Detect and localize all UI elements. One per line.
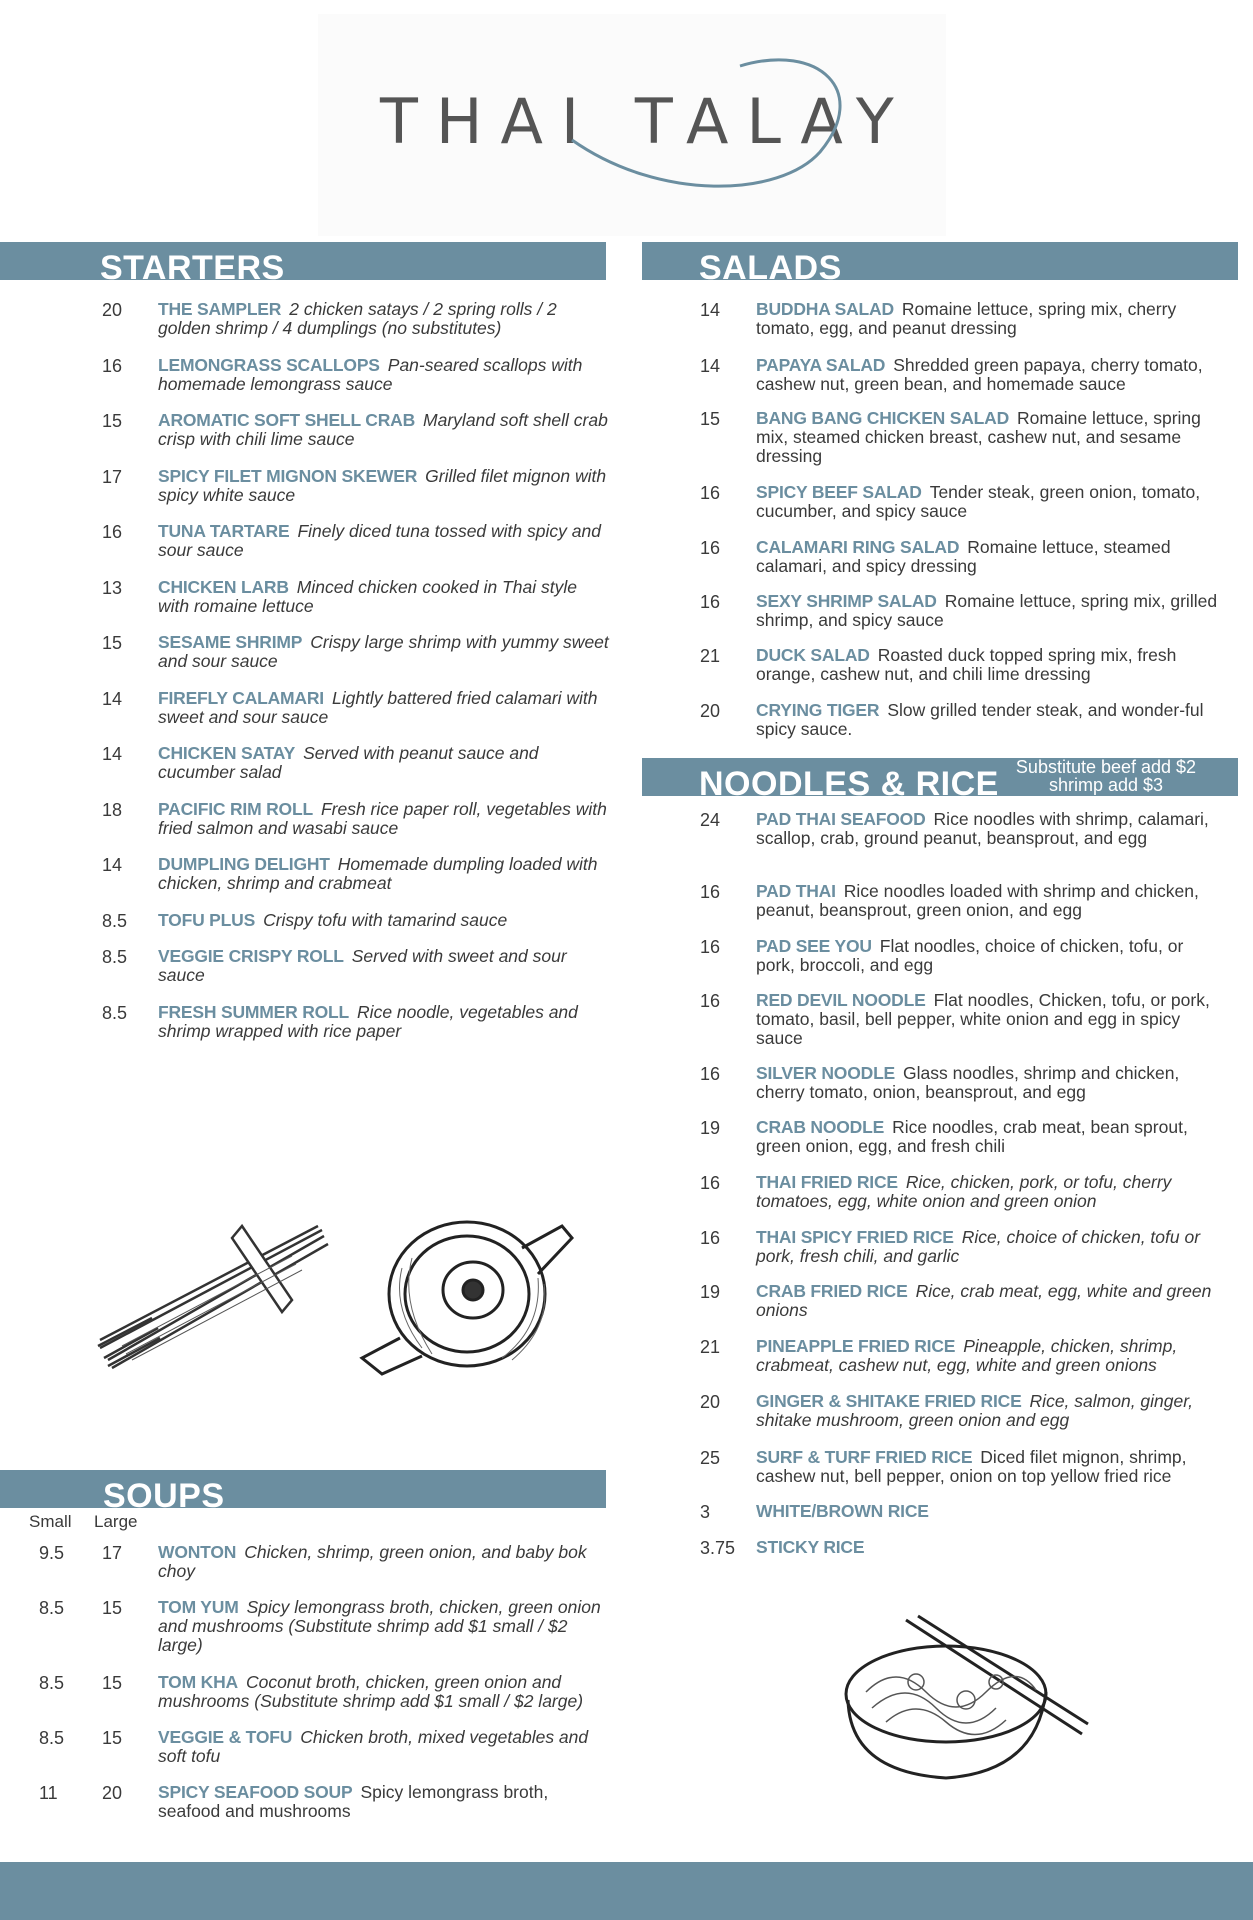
menu-item [158, 947, 610, 985]
menu-item-price: 24 [700, 810, 721, 830]
menu-item-price: 20 [700, 701, 721, 721]
soup-price-large: 15 [102, 1728, 123, 1748]
menu-item-name: PAPAYA SALAD [756, 355, 886, 375]
soup-price-small: 9.5 [39, 1543, 65, 1563]
menu-item-description: Pineapple, chicken, shrimp, crabmeat, cashew nut, egg, white and green onions [756, 1336, 1178, 1375]
menu-item [756, 1538, 1222, 1557]
menu-item [756, 882, 1222, 920]
menu-item [158, 578, 610, 616]
menu-item-name: SILVER NOODLE [756, 1063, 896, 1083]
menu-item-description: Chicken broth, mixed vegetables and soft tofu [158, 1727, 589, 1766]
menu-item-description: Romaine lettuce, spring mix, cherry tomato, egg, and peanut dressing [756, 299, 1177, 338]
menu-item [756, 1282, 1222, 1320]
menu-item-price: 18 [102, 800, 123, 820]
menu-item-price: 8.5 [102, 947, 128, 967]
menu-item-name: FRESH SUMMER ROLL [158, 1002, 350, 1022]
starters-header [0, 242, 606, 280]
menu-item-name: WHITE/BROWN RICE [756, 1501, 929, 1521]
menu-item [756, 592, 1222, 630]
menu-item-price: 16 [102, 522, 123, 542]
teapot-illustration [352, 1208, 582, 1378]
menu-item-price: 19 [700, 1282, 721, 1302]
menu-item-price: 8.5 [102, 911, 128, 931]
menu-item-price: 21 [700, 1337, 721, 1357]
menu-item [158, 1543, 610, 1581]
menu-item-name: CRAB FRIED RICE [756, 1281, 908, 1301]
menu-item-price: 14 [102, 855, 123, 875]
menu-item-price: 16 [700, 483, 721, 503]
menu-item-price: 16 [700, 882, 721, 902]
soups-title: SOUPS [103, 1477, 225, 1508]
menu-item-name: SPICY SEAFOOD SOUP [158, 1782, 353, 1802]
soup-price-small: 8.5 [39, 1728, 65, 1748]
menu-item-name: TOM KHA [158, 1672, 238, 1692]
menu-item [158, 744, 610, 782]
menu-item [756, 1173, 1222, 1211]
menu-item [158, 411, 610, 449]
menu-item [756, 810, 1222, 848]
menu-item-price: 14 [102, 744, 123, 764]
menu-item-description: Rice noodles with shrimp, calamari, scallop, crab, ground peanut, beansprout, and egg [756, 809, 1209, 848]
menu-item-name: CALAMARI RING SALAD [756, 537, 960, 557]
menu-item-description: Flat noodles, Chicken, tofu, or pork, tomato, basil, bell pepper, white onion and egg in spicy sauce [756, 990, 1210, 1048]
menu-item [158, 300, 610, 338]
menu-item-description: Rice, salmon, ginger, shitake mushroom, green onion and egg [756, 1391, 1193, 1430]
noodles-note-line2: shrimp add $3 [1048, 775, 1164, 795]
menu-item [756, 937, 1222, 975]
menu-item [756, 991, 1222, 1048]
menu-item-name: TOFU PLUS [158, 910, 256, 930]
menu-item-name: SESAME SHRIMP [158, 632, 303, 652]
menu-item [158, 356, 610, 394]
menu-item [756, 646, 1222, 684]
menu-item-name: THAI SPICY FRIED RICE [756, 1227, 954, 1247]
menu-item-name: VEGGIE & TOFU [158, 1727, 293, 1747]
menu-item-description: Minced chicken cooked in Thai style with romaine lettuce [158, 577, 577, 616]
menu-item-description: Fresh rice paper roll, vegetables with fried salmon and wasabi sauce [158, 799, 607, 838]
menu-item [756, 1337, 1222, 1375]
menu-item-name: TUNA TARTARE [158, 521, 290, 541]
menu-item-name: GINGER & SHITAKE FRIED RICE [756, 1391, 1022, 1411]
menu-item-price: 19 [700, 1118, 721, 1138]
menu-item-price: 15 [102, 411, 123, 431]
menu-item-description: Romaine lettuce, steamed calamari, and spicy dressing [756, 537, 1171, 576]
menu-item-description: Homemade dumpling loaded with chicken, shrimp and crabmeat [158, 854, 598, 893]
menu-item-description: Crispy large shrimp with yummy sweet and sour sauce [158, 632, 609, 671]
soups-header [0, 1470, 606, 1508]
menu-item-name: AROMATIC SOFT SHELL CRAB [158, 410, 416, 430]
soups-col-large: Large [94, 1512, 138, 1531]
menu-item-description: Rice, crab meat, egg, white and green onions [756, 1281, 1212, 1320]
menu-item-description: Coconut broth, chicken, green onion and mushrooms (Substitute shrimp add $1 small / $2 large) [158, 1672, 584, 1711]
menu-item-description: Shredded green papaya, cherry tomato, cashew nut, green bean, and homemade sauce [756, 355, 1203, 394]
menu-item-name: CHICKEN SATAY [158, 743, 296, 763]
menu-item-description: Pan-seared scallops with homemade lemongrass sauce [158, 355, 583, 394]
menu-item-price: 16 [700, 592, 721, 612]
menu-item-description: Crispy tofu with tamarind sauce [263, 910, 508, 930]
menu-item-description: Spicy lemongrass broth, chicken, green onion and mushrooms (Substitute shrimp add $1 small / $2 large) [158, 1597, 601, 1655]
logo-arc-icon [560, 52, 880, 202]
menu-item [756, 701, 1222, 739]
menu-item-price: 14 [700, 300, 721, 320]
noodles-title: NOODLES & RICE [699, 765, 999, 796]
menu-item-description: Grilled filet mignon with spicy white sauce [158, 466, 607, 505]
menu-item-name: PACIFIC RIM ROLL [158, 799, 313, 819]
soups-col-small: Small [29, 1512, 72, 1531]
menu-item-name: CHICKEN LARB [158, 577, 289, 597]
menu-item [756, 1228, 1222, 1266]
menu-item-name: BUDDHA SALAD [756, 299, 894, 319]
menu-item-description: Romaine lettuce, spring mix, steamed chicken breast, cashew nut, and sesame dressing [756, 408, 1201, 466]
menu-item-price: 16 [700, 991, 721, 1011]
menu-item [756, 538, 1222, 576]
menu-item-description: Rice noodles, crab meat, bean sprout, green onion, egg, and fresh chili [756, 1117, 1188, 1156]
menu-item-name: VEGGIE CRISPY ROLL [158, 946, 344, 966]
menu-item-description: 2 chicken satays / 2 spring rolls / 2 golden shrimp / 4 dumplings (no substitutes) [158, 299, 557, 338]
menu-item-name: SURF & TURF FRIED RICE [756, 1447, 973, 1467]
menu-item [756, 409, 1222, 466]
menu-item-description: Chicken, shrimp, green onion, and baby bok choy [158, 1542, 587, 1581]
menu-item-description: Glass noodles, shrimp and chicken, cherry tomato, onion, beansprout, and egg [756, 1063, 1180, 1102]
menu-item-price: 14 [700, 356, 721, 376]
menu-item-description: Finely diced tuna tossed with spicy and sour sauce [158, 521, 601, 560]
menu-item [158, 911, 610, 930]
starters-title: STARTERS [100, 249, 285, 280]
soup-price-small: 8.5 [39, 1673, 65, 1693]
salads-header [642, 242, 1238, 280]
menu-item-name: STICKY RICE [756, 1537, 865, 1557]
menu-item-price: 16 [700, 1228, 721, 1248]
menu-item-name: PAD THAI [756, 881, 836, 901]
menu-item-price: 21 [700, 646, 721, 666]
noodles-note-line1: Substitute beef add $2 [1015, 757, 1197, 777]
menu-item [158, 1003, 610, 1041]
noodle-bowl-illustration [836, 1612, 1096, 1780]
menu-item-name: SEXY SHRIMP SALAD [756, 591, 937, 611]
menu-item-description: Flat noodles, choice of chicken, tofu, or pork, broccoli, and egg [756, 936, 1184, 975]
menu-item [158, 1673, 610, 1711]
soup-price-large: 15 [102, 1598, 123, 1618]
menu-item-price: 16 [700, 1064, 721, 1084]
menu-item [158, 633, 610, 671]
menu-item-description: Spicy lemongrass broth, seafood and mushrooms [158, 1782, 549, 1821]
menu-item [756, 1392, 1222, 1430]
menu-item-name: LEMONGRASS SCALLOPS [158, 355, 380, 375]
menu-item [158, 689, 610, 727]
soup-price-large: 15 [102, 1673, 123, 1693]
menu-item-price: 15 [700, 409, 721, 429]
menu-item-name: PAD SEE YOU [756, 936, 872, 956]
soup-price-large: 20 [102, 1783, 123, 1803]
menu-item-description: Maryland soft shell crab crisp with chili lime sauce [158, 410, 608, 449]
menu-item-description: Served with sweet and sour sauce [158, 946, 567, 985]
menu-item-name: FIREFLY CALAMARI [158, 688, 324, 708]
menu-item-price: 16 [700, 538, 721, 558]
menu-item-name: SPICY FILET MIGNON SKEWER [158, 466, 418, 486]
menu-item [158, 1783, 610, 1821]
menu-item-name: CRYING TIGER [756, 700, 880, 720]
menu-item-description: Rice noodles loaded with shrimp and chicken, peanut, beansprout, green onion, and egg [756, 881, 1199, 920]
menu-item-name: BANG BANG CHICKEN SALAD [756, 408, 1010, 428]
salads-title: SALADS [699, 249, 842, 280]
soup-price-small: 11 [39, 1783, 58, 1803]
menu-item-price: 13 [102, 578, 123, 598]
menu-item-price: 16 [102, 356, 123, 376]
menu-item-description: Romaine lettuce, spring mix, grilled shrimp, and spicy sauce [756, 591, 1218, 630]
menu-item-price: 20 [102, 300, 123, 320]
menu-item-price: 3.75 [700, 1538, 736, 1558]
brand-logo-text: THAI TALAY [380, 85, 912, 158]
menu-item [158, 855, 610, 893]
menu-item [158, 1598, 610, 1655]
menu-item [756, 300, 1222, 338]
menu-item-name: PINEAPPLE FRIED RICE [756, 1336, 956, 1356]
menu-item [756, 1118, 1222, 1156]
soup-price-small: 8.5 [39, 1598, 65, 1618]
menu-item-name: TOM YUM [158, 1597, 239, 1617]
footer-band [0, 1862, 1253, 1920]
menu-item-description: Rice noodle, vegetables and shrimp wrapped with rice paper [158, 1002, 578, 1041]
menu-item-description: Lightly battered fried calamari with sweet and sour sauce [158, 688, 598, 727]
menu-item [158, 522, 610, 560]
chopsticks-illustration [92, 1218, 332, 1378]
menu-item [756, 1448, 1222, 1486]
menu-item-price: 17 [102, 467, 123, 487]
menu-item [756, 483, 1222, 521]
menu-item-name: THE SAMPLER [158, 299, 282, 319]
menu-item [756, 356, 1222, 394]
menu-item-price: 25 [700, 1448, 721, 1468]
menu-item-name: DUCK SALAD [756, 645, 870, 665]
menu-item-description: Rice, chicken, pork, or tofu, cherry tomatoes, egg, white onion and green onion [756, 1172, 1172, 1211]
menu-item-description: Tender steak, green onion, tomato, cucumber, and spicy sauce [756, 482, 1201, 521]
menu-item [158, 467, 610, 505]
menu-item-price: 3 [700, 1502, 711, 1522]
menu-item-name: PAD THAI SEAFOOD [756, 809, 926, 829]
menu-item-description: Rice, choice of chicken, tofu or pork, fresh chili, and garlic [756, 1227, 1201, 1266]
menu-item-price: 20 [700, 1392, 721, 1412]
menu-item-name: SPICY BEEF SALAD [756, 482, 922, 502]
menu-item-description: Diced filet mignon, shrimp, cashew nut, bell pepper, onion on top yellow fried rice [756, 1447, 1187, 1486]
menu-item [158, 800, 610, 838]
soup-price-large: 17 [102, 1543, 123, 1563]
menu-item-description: Slow grilled tender steak, and wonder-ful spicy sauce. [756, 700, 1204, 739]
noodles-substitute-note [1006, 758, 1206, 794]
menu-item-name: RED DEVIL NOODLE [756, 990, 926, 1010]
menu-item-price: 16 [700, 1173, 721, 1193]
menu-item-description: Served with peanut sauce and cucumber salad [158, 743, 539, 782]
menu-item-description: Roasted duck topped spring mix, fresh orange, cashew nut, and chili lime dressing [756, 645, 1177, 684]
menu-item [756, 1064, 1222, 1102]
menu-item-name: THAI FRIED RICE [756, 1172, 898, 1192]
menu-item-price: 8.5 [102, 1003, 128, 1023]
menu-item-name: WONTON [158, 1542, 237, 1562]
menu-item-name: DUMPLING DELIGHT [158, 854, 330, 874]
menu-item-name: CRAB NOODLE [756, 1117, 885, 1137]
menu-item [756, 1502, 1222, 1521]
menu-item [158, 1728, 610, 1766]
menu-item-price: 14 [102, 689, 123, 709]
menu-item-price: 16 [700, 937, 721, 957]
menu-item-price: 15 [102, 633, 123, 653]
